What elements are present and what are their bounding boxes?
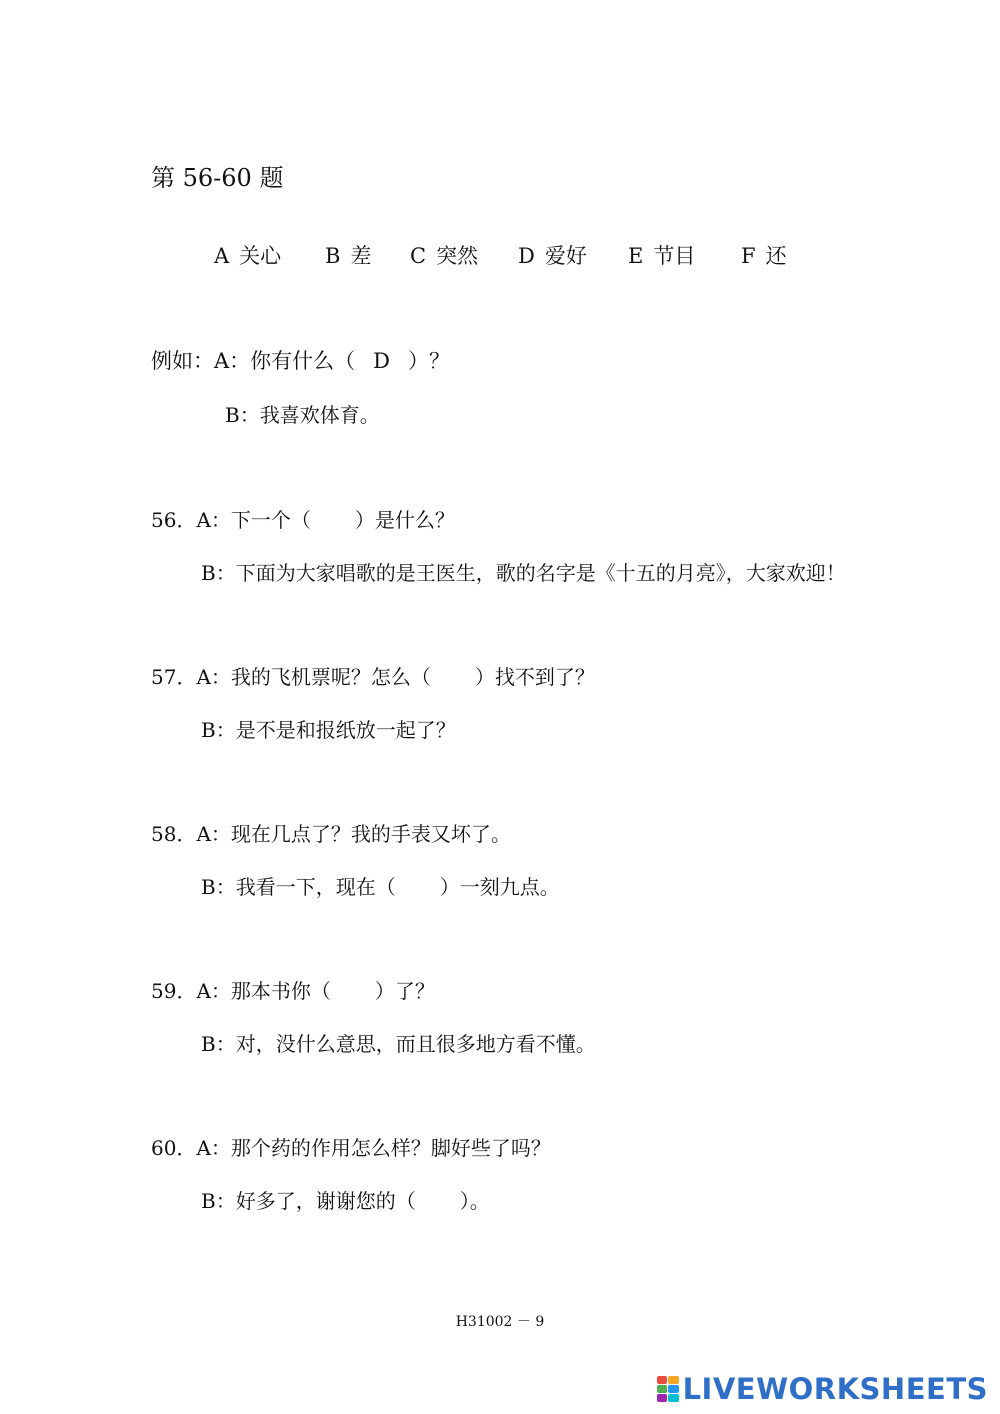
question-text: ）了？	[374, 979, 435, 1003]
liveworksheets-icon	[657, 1376, 679, 1402]
option-word: 还	[765, 244, 787, 268]
option-d	[518, 240, 587, 270]
example-label: 例如：	[151, 349, 214, 373]
logo-block	[668, 1385, 679, 1393]
question-58-a	[151, 818, 511, 847]
question-text: ）找不到了？	[474, 665, 595, 689]
example-line-a	[151, 345, 450, 375]
logo-block	[668, 1376, 679, 1384]
question-text: A：那个药的作用怎么样？脚好些了吗？	[196, 1136, 551, 1160]
question-text: A：下一个（	[196, 508, 311, 532]
question-number: 59．	[151, 979, 197, 1003]
answer-blank-60[interactable]	[416, 1195, 460, 1212]
option-e	[628, 240, 695, 270]
logo-block	[657, 1385, 668, 1393]
question-57-b	[201, 714, 456, 743]
example-line-b: B：我喜欢体育。	[225, 403, 380, 427]
option-word: 关心	[239, 244, 282, 268]
question-number: 58．	[151, 822, 197, 846]
answer-text: ）一刻九点。	[439, 875, 560, 899]
answer-blank-59[interactable]	[331, 985, 375, 1002]
question-56-a	[151, 504, 455, 533]
logo-block	[657, 1376, 668, 1384]
question-number: 56．	[151, 508, 197, 532]
example-a-suffix: ）？	[408, 349, 451, 373]
page-footer: H31002 － 9	[455, 1314, 545, 1330]
option-letter: E	[628, 244, 644, 268]
answer-text: B：好多了，谢谢您的（	[201, 1189, 416, 1213]
question-text: A：我的飞机票呢？怎么（	[196, 665, 431, 689]
answer-blank-58[interactable]	[396, 881, 440, 898]
question-60-a	[151, 1132, 551, 1161]
option-word: 爱好	[544, 244, 587, 268]
option-b	[325, 240, 371, 270]
answer-blank-56[interactable]	[311, 514, 355, 531]
answer-text: B：是不是和报纸放一起了？	[201, 718, 456, 742]
answer-text: B：我看一下，现在（	[201, 875, 396, 899]
section-title: 第 56-60 题	[151, 164, 284, 192]
logo-block	[657, 1394, 668, 1402]
option-letter: F	[741, 244, 756, 268]
option-letter: B	[325, 244, 341, 268]
question-60-b	[201, 1185, 490, 1214]
option-word: 差	[350, 244, 372, 268]
option-c	[410, 240, 478, 270]
question-56-b	[201, 557, 846, 586]
option-letter: C	[410, 244, 427, 268]
answer-text: ）。	[459, 1189, 490, 1213]
question-number: 60．	[151, 1136, 197, 1160]
question-58-b	[201, 871, 560, 900]
liveworksheets-wordmark: LIVEWORKSHEETS	[682, 1372, 988, 1406]
question-59-b	[201, 1028, 596, 1057]
question-text: A：现在几点了？我的手表又坏了。	[196, 822, 511, 846]
question-text: ）是什么？	[354, 508, 455, 532]
liveworksheets-logo	[657, 1372, 988, 1406]
option-word: 节目	[653, 244, 696, 268]
option-word: 突然	[436, 244, 479, 268]
option-letter: D	[518, 244, 535, 268]
option-f	[741, 240, 787, 270]
question-59-a	[151, 975, 435, 1004]
example-a-prefix: A：你有什么（	[214, 349, 356, 373]
answer-text: B：下面为大家唱歌的是王医生，歌的名字是《十五的月亮》，大家欢迎！	[201, 561, 846, 585]
logo-block	[668, 1394, 679, 1402]
option-letter: A	[214, 244, 230, 268]
answer-blank-57[interactable]	[431, 671, 475, 688]
option-a	[214, 240, 281, 270]
question-57-a	[151, 661, 595, 690]
question-text: A：那本书你（	[196, 979, 331, 1003]
example-answer: D	[373, 349, 391, 373]
question-number: 57．	[151, 665, 197, 689]
answer-text: B：对，没什么意思，而且很多地方看不懂。	[201, 1032, 596, 1056]
